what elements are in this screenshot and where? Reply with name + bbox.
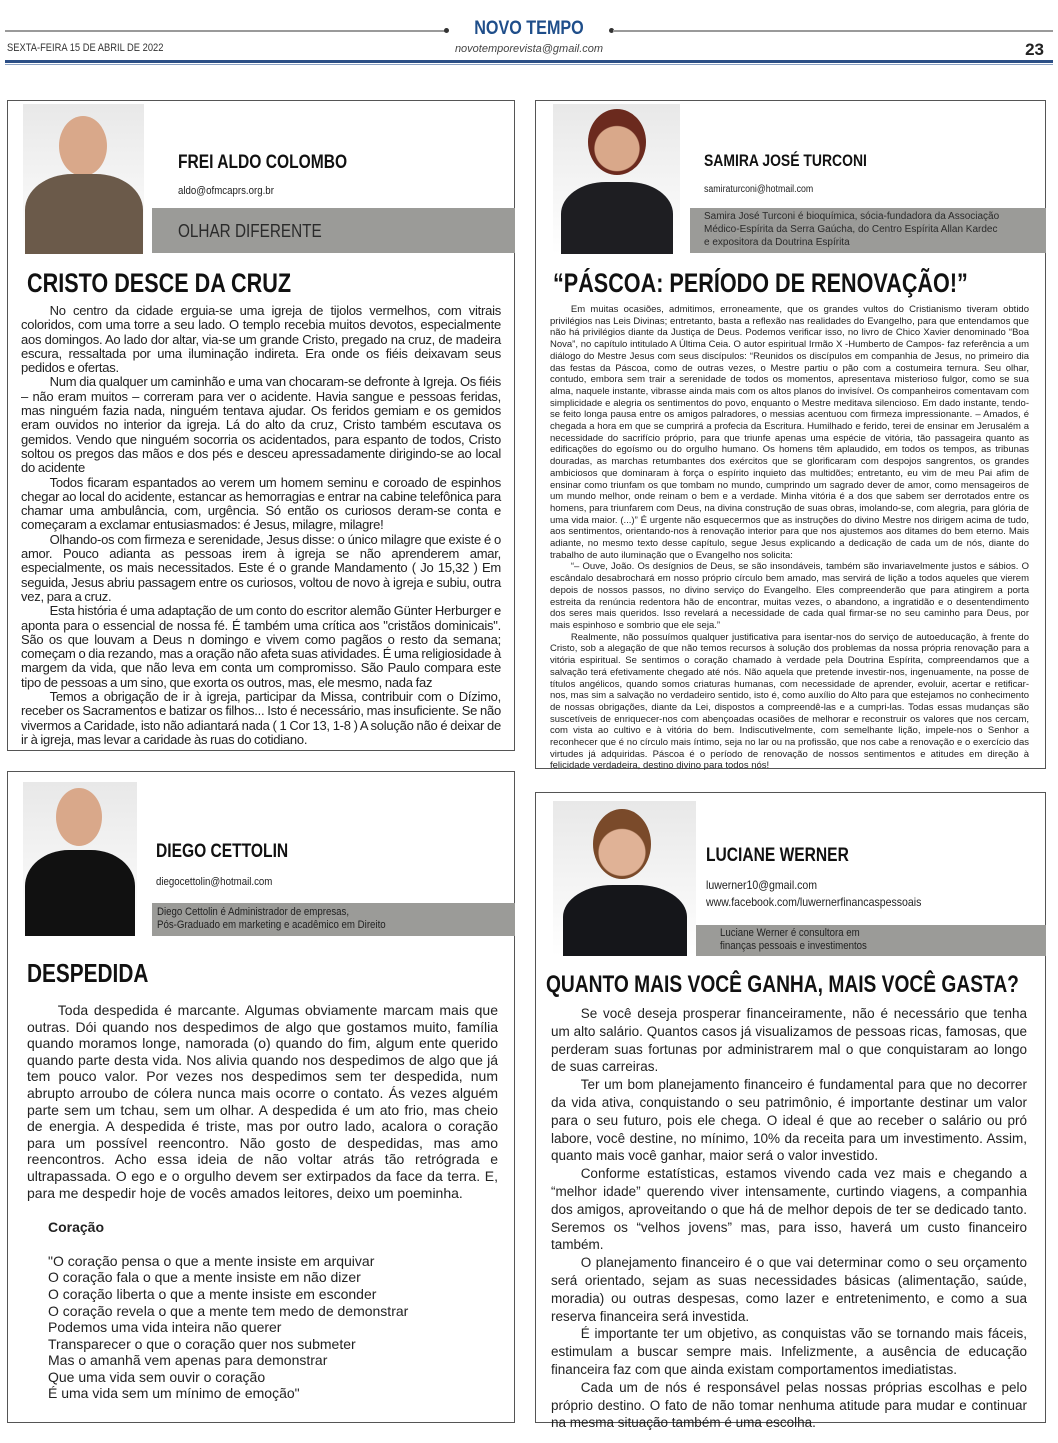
author-bio-line: Diego Cettolin é Administrador de empresas, <box>157 906 350 918</box>
poem-line: O coração liberta o que a mente insiste em esconder <box>48 1285 377 1302</box>
paragraph: “– Ouve, João. Os desígnios de Deus, se são insondáveis, também são invariavelmente justos e sábios. O escândalo desabrochará em nosso próprio círculo bem amado, mas servirá de lição a todos aqueles que vierem depois de nossos passos, no divino serviço do Evangelho. Eles compreenderão que para atingirem a porta estreita da renúncia redentora hão de encontrar, muitas vezes, o abandono, a ingratidão e o desentendimento dos seres mais queridos. Isso revelará a necessidade de cada qual firmar-se no seu caminho para Deus, por mais espinhoso e sombrio que ele seja.” <box>550 561 1029 631</box>
paragraph: O planejamento financeiro é o que vai determinar como o seu orçamento será orientado, sejam as suas necessidades básicas (alimentação, saúde, moradia) ou outras despesas, como lazer e entretenimento, e como a sua reserva financeira será investida. <box>551 1255 1027 1324</box>
paragraph: Se você deseja prosperar financeiramente, não é necessário que tenha um alto salário. Quantos casos já visualizamos de pessoas ricas, famosas, que perderam suas fortunas por administrarem mal o que conquistaram ao longo de suas carreiras. <box>551 1006 1027 1075</box>
paragraph: No centro da cidade erguia-se uma igreja de tijolos vermelhos, com vitrais coloridos, com uma torre a seu lado. O templo recebia muitos devotos, especialmente aos domingos. Ao lado dor altar, via-se um grande Cristo, pregado na cruz, de madeira escura, ressaltada por uma iluminação indireta. Era onde os fiéis deixavam seus pedidos e ofertas. <box>21 303 501 376</box>
poem-line: Transparecer o que o coração quer nos submeter <box>48 1335 356 1352</box>
poem <box>48 1253 498 1402</box>
paragraph: Todos ficaram espantados ao verem um homem seminu e coroado de espinhos chegar ao local do acidente, estancar as hemorragias e entrar na cabine telefônica para chamar uma ambulância, com, urgência. Só então os curiosos deram-se conta e começaram a exclamar entusiasmados: é Jesus, milagre, milagre! <box>21 474 501 533</box>
article-diego <box>7 771 515 1423</box>
header-divider <box>5 60 1053 63</box>
paragraph: Ter um bom planejamento financeiro é fundamental para que no decorrer da vida ativa, conquistando o seu patrimônio, é importante destinar um valor para o seu futuro, pois ele chega. O ideal é que ao receber o salário ou pró labore, você destine, no mínimo, 10% da receita para um investimento. Assim, quanto mais você ganhar, maior será o valor investido. <box>551 1077 1027 1164</box>
author-bio-bar <box>696 925 1046 956</box>
paragraph: Num dia qualquer um caminhão e uma van chocaram-se defronte à Igreja. Os fiéis – não eram muitos – correram para ver o acidente. Havia sangue e pessoas feridas, mas ninguém fazia nada, ninguém tentava ajudar. Os feridos gemiam e os gemidos eram ouvidos no interior da igreja. Lá do alto da cruz, Cristo também escutava os gemidos. Vendo que ninguém socorria os acidentados, para espanto de todos, Cristo soltou os pregos das mãos e dos pés e desceu apressadamente dirigindo-se ao local do acidente <box>21 374 501 476</box>
article-title: DESPEDIDA <box>27 958 149 988</box>
paragraph: Olhando-os com firmeza e serenidade, Jesus disse: o único milagre que existe é o amor. Pouco adianta as pessoas irem à igreja se não aprenderem amar, especialmente, os mais necessitados. Este é o grande Mandamento ( Jo 15,32 ) Em seguida, Jesus abriu passagem entre os curiosos, voltou de novo à igreja e subiu, outra vez, para a cruz. <box>21 531 501 604</box>
article-title: CRISTO DESCE DA CRUZ <box>27 268 292 298</box>
paragraph: É importante ter um objetivo, as conquistas vão se tornando mais fáceis, estimulam a buscar sempre mais. Infelizmente, a ausência de educação financeira faz com que ainda existam comportamentos imediatistas. <box>551 1326 1027 1377</box>
article-body <box>27 1002 498 1402</box>
masthead: NOVO TEMPO <box>474 18 584 39</box>
paragraph: Em muitas ocasiões, admitimos, erroneamente, que os grandes vultos do Cristianismo tiveram obtido privilégios nas Leis Divinas; entretanto, basta a reflexão nas realidades do Evangelho, para que entendamos que não há privilégios diante da Justiça de Deus. Podemos verificar isso, no livro de Chico Xavier denominado “Boa Nova”, no capítulo intitulado A Última Ceia. O autor espiritual Irmão X -Humberto de Campos- faz referência a um diálogo do Mestre Jesus com seus discípulos: “Reunidos os discípulos em companhia de Jesus, no primeiro dia das festas da Páscoa, como de outras vezes, o Mestre partiu o pão com a costumeira ternura. Seu olhar, contudo, embora sem trair a serenidade de todos os momentos, apresentava misterioso fulgor, como se sua alma, naquele instante, vibrasse ainda mais com os altos planos do invisível. Os companheiros comentavam com simplicidade e alegria os sentimentos do povo, enquanto o Mestre meditava silencioso. Em dado instante, tendo-se feito longa pausa entre os amigos palradores, o messias acentuou com firmeza impressionante. – Amados, é chegada a hora em que se cumprirá a profecia da Escritura. Humilhado e ferido, terei de ensinar em Jerusalém a necessidade do sacrifício próprio, para que triunfe apenas uma espécie de vitória, tão passageira quanto as edificações do egoísmo ou do orgulho humano. Os homens têm aplaudido, em todos os tempos, as tribunas douradas, as marchas retumbantes dos exércitos que se glorificaram com despojos sangrentos, os grandes ambiciosos que dominaram à força o espírito inquieto das multidões; entretanto, eu vim de meu Pai afim de ensinar como triunfam os que tombam no mundo, cumprindo um sagrado dever de amor, como mensageiros de um mundo melhor, onde reinam o bem e a verdade. Minha vitória é a dos que sabem ser derrotados entre os homens, para triunfarem com Deus, na divina construção de suas obras, imolando-se, com alegria, para glória de uma vida maior. (...)” É urgente não esquecermos que as instruções do divino Mestre nos dirigem acima de tudo, aos sentimentos, orientando-nos à renovação interior para que nos ajustemos aos ditames do bem eterno. Mais adiante, no mesmo texto desse capítulo, segue Jesus explicando a dedicação de cada um de nós, diante do trabalho de auto iluminação que o Evangelho nos solicita: <box>550 304 1029 561</box>
paragraph: Esta história é uma adaptação de um conto do escritor alemão Günter Herburger e aponta para o essencial de nossa fé. É também uma crítica aos "cristãos dominicais". São os que louvam a Deus n domingo e vivem como pagãos o resto da semana; começam o dia rezando, mas a oração não afeta suas atividades. É uma religiosidade à margem da vida, que não leva em conta um compromisso. São Paulo compara este tipo de pessoas a um sino, que exorta os outros, mas, ele mesmo, nada faz <box>21 603 502 690</box>
author-bio-bar <box>690 208 1046 253</box>
author-photo <box>23 104 144 254</box>
author-email[interactable]: luwerner10@gmail.com <box>706 878 818 892</box>
author-email[interactable]: samiraturconi@hotmail.com <box>704 184 814 195</box>
paragraph: Toda despedida é marcante. Algumas obviamente marcam mais que outras. Dói quando nos despedimos de algo que gostamos muito, família quando moramos longe, namorada (o) quando do fim, algum ente querido quando parte desta vida. Nos alivia quando nos despedimos de algo que já tem pouco valor. Por vezes nos despedimos sem ter despedida, num abrupto arroubo de cólera nunca mais ocorre o contato. Ás vezes alguém parte sem um tchau, sem um olhar. A despedida é um ato frio, mas cheio de energia. A despedida é triste, mas por outro lado, acalora o coração para um possível reencontro. Não gosto de despedidas, mas amo reencontros. Acho essa ideia de não voltar atrás tão retrógrada e ultrapassada. O ego e o orgulho devem ser extirpados da face da terra. E, para me despedir hoje de vocês amados leitores, deixo um poeminha. <box>27 1002 498 1201</box>
section-bar <box>152 208 515 253</box>
author-name: LUCIANE WERNER <box>706 845 849 866</box>
author-website[interactable]: www.facebook.com/luwernerfinancaspessoais <box>706 895 922 909</box>
page-number: 23 <box>1025 40 1044 59</box>
poem-line: O coração revela o que a mente tem medo de demonstrar <box>48 1302 409 1319</box>
author-email[interactable]: diegocettolin@hotmail.com <box>156 876 273 888</box>
article-frei-aldo <box>7 100 515 751</box>
article-title: QUANTO MAIS VOCÊ GANHA, MAIS VOCÊ GASTA? <box>546 971 1019 998</box>
author-name: DIEGO CETTOLIN <box>156 841 289 862</box>
author-photo <box>23 782 137 936</box>
article-body <box>551 1005 1027 1432</box>
article-body <box>21 304 501 747</box>
author-name: SAMIRA JOSÉ TURCONI <box>704 151 867 170</box>
section-label: OLHAR DIFERENTE <box>178 221 322 241</box>
paragraph: Conforme estatísticas, estamos vivendo cada vez mais e chegando a “melhor idade” querendo viver intensamente, curtindo viagens, a companhia dos amigos, aproveitando o que há de melhor depois de ter se dedicado tanto. Seremos os “velhos jovens” mas, para isso, haverá um custo financeiro também. <box>551 1166 1027 1253</box>
publication-email[interactable]: novotemporevista@gmail.com <box>454 43 604 55</box>
issue-date: SEXTA-FEIRA 15 DE ABRIL DE 2022 <box>7 42 164 54</box>
paragraph: Temos a obrigação de ir à igreja, participar da Missa, contribuir com o Dízimo, receber os Sacramentos e batizar os filhos... Isto é necessário, mas insuficiente. Se não vivermos a Caridade, isto não adiantará nada ( 1 Cor 13, 1-8 ) A solução não é deixar de ir à igreja, mas levar a caridade às ruas do cotidiano. <box>21 689 501 747</box>
poem-line: É uma vida sem um mínimo de emoção" <box>48 1385 300 1402</box>
author-email[interactable]: aldo@ofmcaprs.org.br <box>178 185 274 197</box>
article-luciane <box>535 792 1046 1431</box>
author-bio-line: Luciane Werner é consultora em <box>720 927 860 939</box>
poem-line: Podemos uma vida inteira não querer <box>48 1319 282 1336</box>
author-bio: Samira José Turconi é bioquímica, sócia-fundadora da Associação Médico-Espírita da Serra Gaúcha, do Centro Espírita Allan Kardec e expositora da Doutrina Espírita <box>704 211 1000 248</box>
poem-title: Coração <box>48 1219 105 1236</box>
paragraph: Cada um de nós é responsável pelas nossas próprias escolhas e pelo próprio destino. O fato de não tomar nenhuma atitude para mudar e continuar na mesma situação também é uma escolha. <box>551 1379 1027 1431</box>
article-body <box>550 304 1029 772</box>
poem-line: Que uma vida sem ouvir o coração <box>48 1368 266 1385</box>
article-samira <box>535 100 1046 772</box>
article-title: “PÁSCOA: PERÍODO DE RENOVAÇÃO!” <box>553 268 968 298</box>
author-bio-line: finanças pessoais e investimentos <box>720 940 867 952</box>
poem-line: "O coração pensa o que a mente insiste em arquivar <box>48 1252 375 1269</box>
poem-line: Mas o amanhã vem apenas para demonstrar <box>48 1352 328 1369</box>
paragraph: Realmente, não possuímos qualquer justificativa para isentar-nos do serviço de autoeducação, à frente do Cristo, sob a alegação de que não temos recursos à solução dos problemas da nossa própria renovação para a vitória espiritual. Se sentimos o coração chamado à verdade pela Doutrina Espírita, compreendamos que a salvação terá efetivamente chegado até nós. Não aquela que pretende investir-nos, ingenuamente, na posse de títulos angélicos, quando somos criaturas humanas, com necessidade de aprender, evoluir, acertar e retificar-nos, mas sim a salvação no verdadeiro sentido, isto é, como auxílio do Alto para que estejamos no conhecimento de nossas obrigações, diante da Lei, dispostos a compreendê-las e a cumpri-las. Todas essas mudanças são suscetíveis de enriquecer-nos com abençoadas ocasiões de melhorar e reconstruir os valores que nos cercam, com vista ao cultivo e à vitória do bem. Indiscutivelmente, com semelhante lição, impele-nos o Senhor a reconhecer que é no círculo mais íntimo, seja no lar ou na profissão, que nos cabe a renovação e o exercício das virtudes já adquiridas. Páscoa é o período de renovação de nossos sentimentos e atitudes em direção à felicidade verdadeira, destino divino para todos nós! <box>550 631 1029 772</box>
author-bio-bar <box>152 903 515 936</box>
author-photo <box>553 801 696 956</box>
author-photo <box>553 104 680 254</box>
poem-line: O coração fala o que a mente insiste em não dizer <box>48 1269 361 1286</box>
author-name: FREI ALDO COLOMBO <box>178 152 348 173</box>
author-bio-line: Pós-Graduado em marketing e acadêmico em Direito <box>157 919 386 931</box>
header-divider <box>5 64 1053 65</box>
